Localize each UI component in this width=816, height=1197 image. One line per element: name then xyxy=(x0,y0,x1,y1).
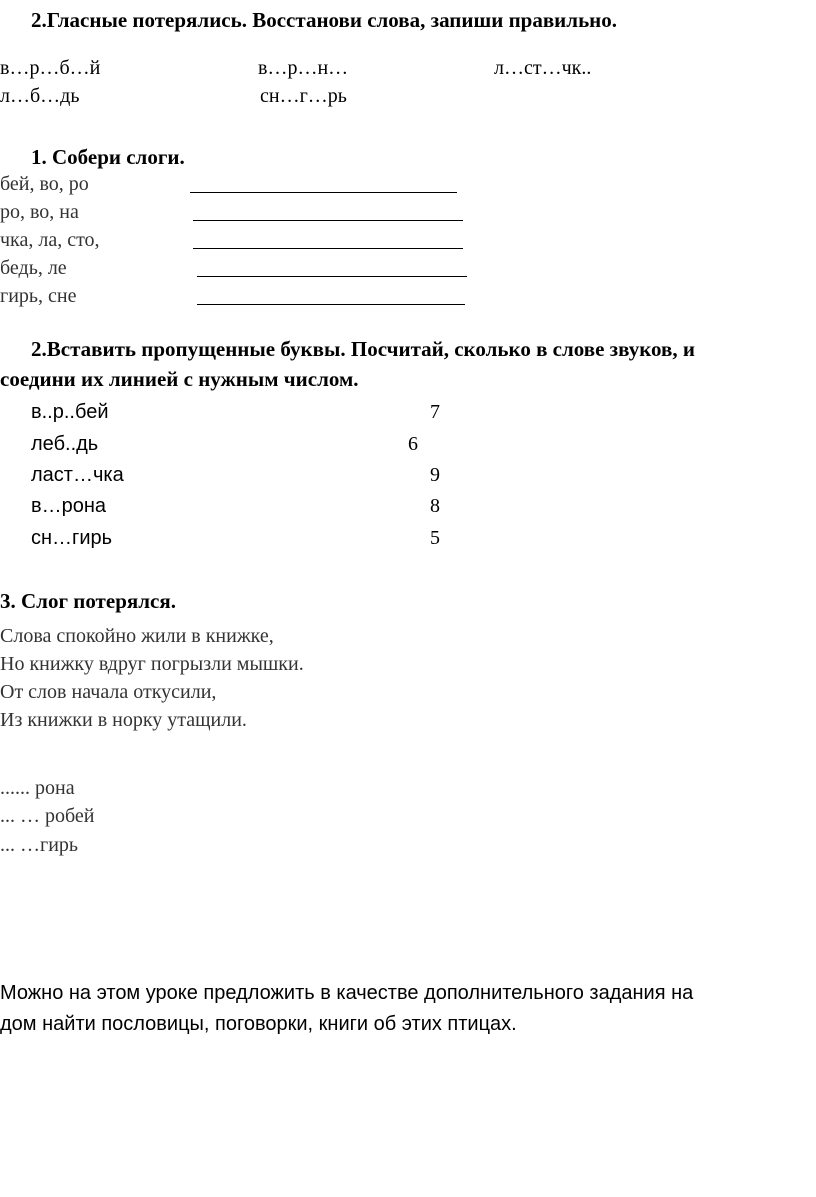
fragment-line: ...... рона xyxy=(0,777,75,799)
sound-count: 8 xyxy=(430,495,440,517)
word-gap-5: сн…г…рь xyxy=(260,85,347,107)
sound-count: 9 xyxy=(430,464,440,486)
answer-line xyxy=(197,286,465,305)
syllable-set: чка, ла, сто, xyxy=(0,229,100,251)
answer-line xyxy=(193,230,463,249)
poem-line: Из книжки в норку утащили. xyxy=(0,709,247,731)
syllable-set: ро, во, на xyxy=(0,201,79,223)
sound-count: 7 xyxy=(430,401,440,423)
word-item: леб..дь xyxy=(31,433,99,455)
task3-title-line1: 2.Вставить пропущенные буквы. Посчитай, сколько в слове звуков, и xyxy=(31,337,695,361)
task1-title: 2.Гласные потерялись. Восстанови слова, запиши правильно. xyxy=(31,8,618,32)
teacher-note-line2: дом найти пословицы, поговорки, книги об этих птицах. xyxy=(0,1013,517,1035)
syllable-set: гирь, сне xyxy=(0,285,77,307)
word-gap-2: в…р…н… xyxy=(258,57,349,79)
word-item: в…рона xyxy=(31,495,107,517)
task2-title: 1. Собери слоги. xyxy=(31,145,185,169)
fragment-line: ... …гирь xyxy=(0,834,79,856)
fragment-line: ... … робей xyxy=(0,805,95,827)
answer-line xyxy=(190,174,457,193)
answer-line xyxy=(193,202,463,221)
sound-count: 5 xyxy=(430,527,440,549)
sound-count: 6 xyxy=(408,433,418,455)
poem-line: Слова спокойно жили в книжке, xyxy=(0,625,274,647)
syllable-set: бедь, ле xyxy=(0,257,67,279)
poem-line: От слов начала откусили, xyxy=(0,681,217,703)
word-item: ласт…чка xyxy=(31,464,124,486)
task3-title-line2: соедини их линией с нужным числом. xyxy=(0,367,359,391)
syllable-set: бей, во, ро xyxy=(0,173,89,195)
word-gap-3: л…ст…чк.. xyxy=(494,57,592,79)
teacher-note-line1: Можно на этом уроке предложить в качестве дополнительного задания на xyxy=(0,982,694,1004)
word-item: сн…гирь xyxy=(31,527,113,549)
task4-title: 3. Слог потерялся. xyxy=(0,589,176,613)
answer-line xyxy=(197,258,467,277)
word-gap-4: л…б…дь xyxy=(0,85,80,107)
word-item: в..р..бей xyxy=(31,401,109,423)
poem-line: Но книжку вдруг погрызли мышки. xyxy=(0,653,304,675)
word-gap-1: в…р…б…й xyxy=(0,57,101,79)
